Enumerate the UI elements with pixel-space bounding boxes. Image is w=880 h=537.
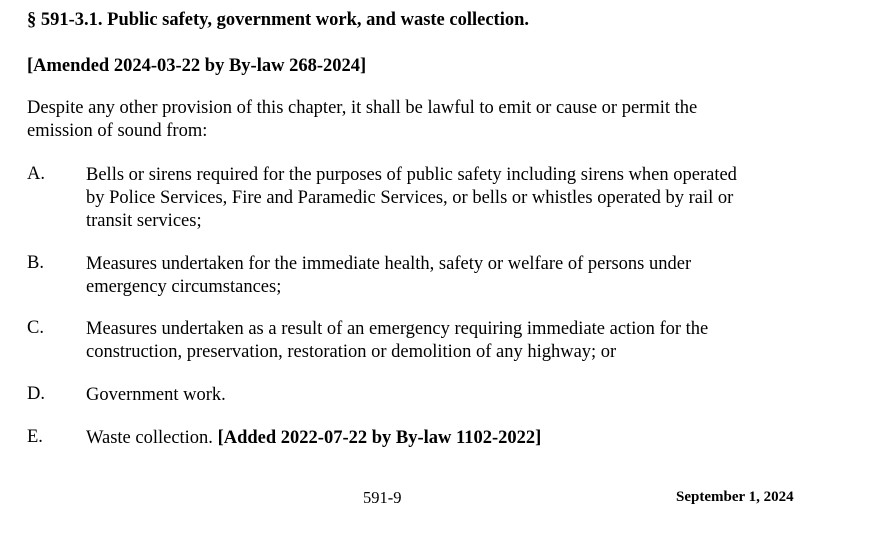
item-line: by Police Services, Fire and Paramedic Services, or bells or whistles operated by rail or <box>86 188 734 208</box>
amendment-note: [Amended 2024-03-22 by By-law 268-2024] <box>27 56 367 76</box>
intro-paragraph <box>27 97 697 143</box>
item-line: transit services; <box>86 211 202 231</box>
item-line: emergency circumstances; <box>86 277 282 297</box>
item-letter: B. <box>27 253 44 273</box>
item-text <box>86 427 541 450</box>
item-text <box>86 253 691 299</box>
intro-line: emission of sound from: <box>27 121 208 141</box>
item-line: construction, preservation, restoration or demolition of any highway; or <box>86 342 617 362</box>
intro-line: Despite any other provision of this chapter, it shall be lawful to emit or cause or permit the <box>27 98 698 118</box>
item-line: Measures undertaken for the immediate health, safety or welfare of persons under <box>86 254 692 274</box>
item-line: Bells or sirens required for the purposes of public safety including sirens when operated <box>86 165 737 185</box>
item-letter: D. <box>27 384 45 404</box>
item-text <box>86 384 226 407</box>
item-line: Waste collection. <box>86 428 213 448</box>
page-number: 591-9 <box>363 488 402 507</box>
item-text <box>86 164 737 233</box>
item-letter: A. <box>27 164 45 184</box>
item-letter: E. <box>27 427 43 447</box>
item-line: Government work. <box>86 385 226 405</box>
page-date: September 1, 2024 <box>676 489 794 505</box>
added-note: [Added 2022-07-22 by By-law 1102-2022] <box>217 428 542 448</box>
item-text <box>86 318 708 364</box>
section-heading: § 591-3.1. Public safety, government work, and waste collection. <box>27 10 530 30</box>
item-line: Measures undertaken as a result of an emergency requiring immediate action for the <box>86 319 709 339</box>
item-letter: C. <box>27 318 44 338</box>
